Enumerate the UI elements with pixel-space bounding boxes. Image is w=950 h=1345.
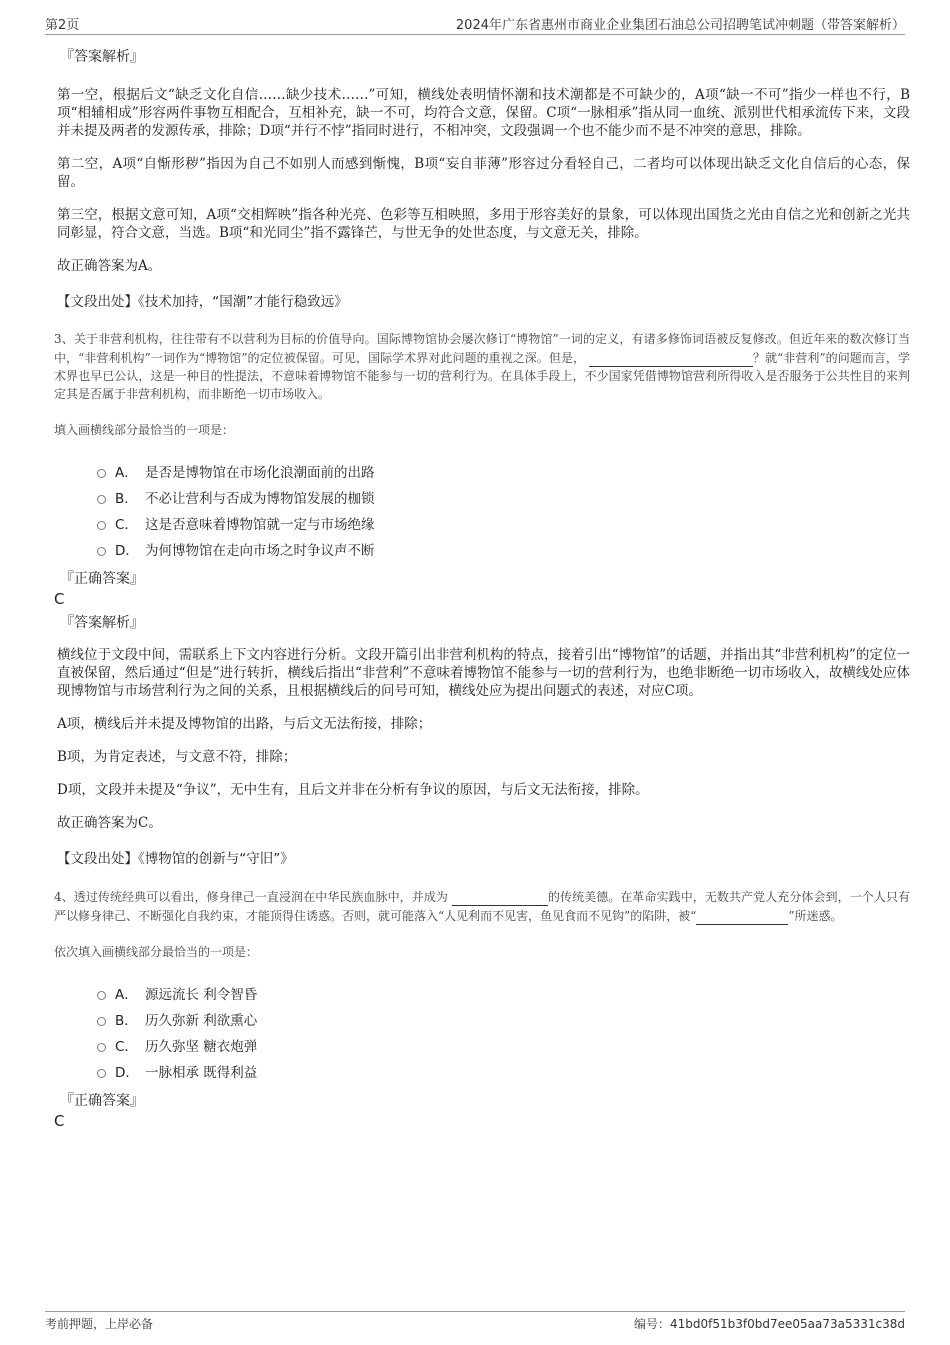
q2-analysis-paragraph: 第二空，A项“自惭形秽”指因为自己不如别人而感到惭愧，B项“妄自菲薄”形容过分看轻自己，二者均可以体现出缺乏文化自信后的心态，保留。 [57,156,910,190]
option-letter: D． [115,543,139,559]
page-header [45,14,905,35]
q4-option-d[interactable] [97,1058,910,1084]
q3-analysis-paragraph: D项，文段并未提及“争议”，无中生有，且后文并非在分析有争议的原因，与后文无法衔接，排除。 [57,782,649,798]
option-text: 不必让营利与否成为博物馆发展的枷锁 [145,491,375,507]
option-letter: A． [115,987,138,1003]
q4-stem [54,887,910,925]
q4-option-c[interactable] [97,1032,910,1058]
q4-answer: C [54,1112,65,1130]
q4-stem-part2: 的传统美德。在革命实践中，无数共产党人充分体会到，一个人只有严以修身律己、不断强化自我约束，才能顶得住诱惑。否则，就可能落入“人见利而不见害，鱼见食而不见钩”的陷阱，被“ [54,890,910,923]
q2-source: 【文段出处】《技术加持，“国潮”才能行稳致远》 [57,294,348,310]
document-title: 2024年广东省惠州市商业企业集团石油总公司招聘笔试冲刺题（带答案解析） [455,18,905,33]
q3-answer-statement: 故正确答案为C。 [57,815,162,831]
document-id: 编号：41bd0f51b3f0bd7ee05aa73a5331c38d [633,1317,905,1331]
q3-blank [589,348,687,367]
q4-blank [696,906,788,925]
q2-answer-statement: 故正确答案为A。 [57,258,162,274]
page-number: 第2页 [45,18,80,33]
q3-analysis-paragraph: A项，横线后并未提及博物馆的出路，与后文无法衔接，排除； [57,716,432,732]
radio-icon[interactable] [97,521,106,530]
q2-analysis-label: 『答案解析』 [60,49,144,65]
option-text: 这是否意味着博物馆就一定与市场绝缘 [145,517,375,533]
q4-option-b[interactable] [97,1006,910,1032]
q4-options [97,980,910,1084]
q3-analysis-paragraph: B项，为肯定表述，与文意不符，排除； [57,749,297,765]
q4-stem-part3: ”所迷惑。 [788,909,843,923]
option-text: 是否是博物馆在市场化浪潮面前的出路 [145,465,375,481]
radio-icon[interactable] [97,1043,106,1052]
option-text: 为何博物馆在走向市场之时争议声不断 [145,543,375,559]
q2-analysis-paragraph: 第三空，根据文意可知，A项“交相辉映”指各种光亮、色彩等互相映照，多用于形容美好的景象，可以体现出国货之光由自信之光和创新之光共同彰显，符合文意，当选。B项“和光同尘”指不露锋芒，与世无争的处世态度，与文意无关，排除。 [57,207,910,241]
option-letter: B． [115,491,138,507]
radio-icon[interactable] [97,1017,106,1026]
q3-answer-label: 『正确答案』 [60,571,144,587]
q3-stem-before: 3、关于非营利机构，往往带有不以营利为目标的价值导向。国际博物馆协会屡次修订“博物馆”一词的定义，有诸多修饰词语被反复修改。但近年来的数次修订当中，“非营利机构”一词作为“博物馆”的定位被保留。可见，国际学术界对此问题的重视之深。但是， [54,332,910,365]
option-text: 源远流长 利令智昏 [145,987,258,1003]
q4-answer-label: 『正确答案』 [60,1093,144,1109]
q3-option-d[interactable] [97,536,910,562]
option-letter: B． [115,1013,138,1029]
q3-analysis-label: 『答案解析』 [60,615,144,631]
footer-slogan: 考前押题，上岸必备 [45,1317,154,1331]
q4-blank [452,887,548,906]
q2-analysis-paragraph: 第一空，根据后文“缺乏文化自信……缺少技术……”可知，横线处表明情怀潮和技术潮都是不可缺少的，A项“缺一不可”指少一样也不行，B项“相辅相成”形容两件事物互相配合，互相补充，缺一不可，均符合文意，保留。C项“一脉相承”指从同一血统、派别世代相承流传下来，文段并未提及两者的发源传承，排除；D项“并行不悖”指同时进行，不相冲突，文段强调一个也不能少而不是不冲突的意思，排除。 [57,87,910,139]
radio-icon[interactable] [97,991,106,1000]
q3-stem-after: ？就“非营利”的问题而言，学术界也早已公认，这是一种目的性提法，不意味着博物馆不能参与一切的营利行为。在具体手段上，不少国家凭借博物馆营利所得收入是否服务于公共性目的来判定其是否属于非营利机构，而非断绝一切市场收入。 [54,351,910,401]
option-letter: C． [115,1039,138,1055]
option-text: 一脉相承 既得利益 [145,1065,258,1081]
q3-prompt: 填入画横线部分最恰当的一项是： [54,423,235,437]
q3-answer: C [54,590,65,608]
option-text: 历久弥坚 糖衣炮弹 [145,1039,258,1055]
document-body [54,46,910,1134]
q3-option-a[interactable] [97,458,910,484]
option-letter: D． [115,1065,139,1081]
q3-options [97,458,910,562]
q3-source: 【文段出处】《博物馆的创新与“守旧”》 [57,851,294,867]
page-footer [45,1311,905,1331]
q4-option-a[interactable] [97,980,910,1006]
option-letter: C． [115,517,138,533]
radio-icon[interactable] [97,547,106,556]
q4-stem-part1: 4、透过传统经典可以看出，修身律己一直浸润在中华民族血脉中，并成为 [54,890,448,904]
q4-prompt: 依次填入画横线部分最恰当的一项是： [54,945,259,959]
q3-option-c[interactable] [97,510,910,536]
radio-icon[interactable] [97,469,106,478]
q3-analysis-paragraph: 横线位于文段中间，需联系上下文内容进行分析。文段开篇引出非营利机构的特点，接着引出“博物馆”的话题，并指出其“非营利机构”的定位一直被保留，然后通过“但是”进行转折，横线后指出“非营利”不意味着博物馆不能参与一切的营利行为，也绝非断绝一切市场收入，故横线处应体现博物馆与市场营利行为之间的关系，且根据横线后的问号可知，横线处应为提出问题式的表述，对应C项。 [57,647,910,699]
q3-stem [54,330,910,403]
radio-icon[interactable] [97,1069,106,1078]
option-text: 历久弥新 利欲熏心 [145,1013,258,1029]
radio-icon[interactable] [97,495,106,504]
q3-blank [687,348,753,367]
q3-option-b[interactable] [97,484,910,510]
option-letter: A． [115,465,138,481]
